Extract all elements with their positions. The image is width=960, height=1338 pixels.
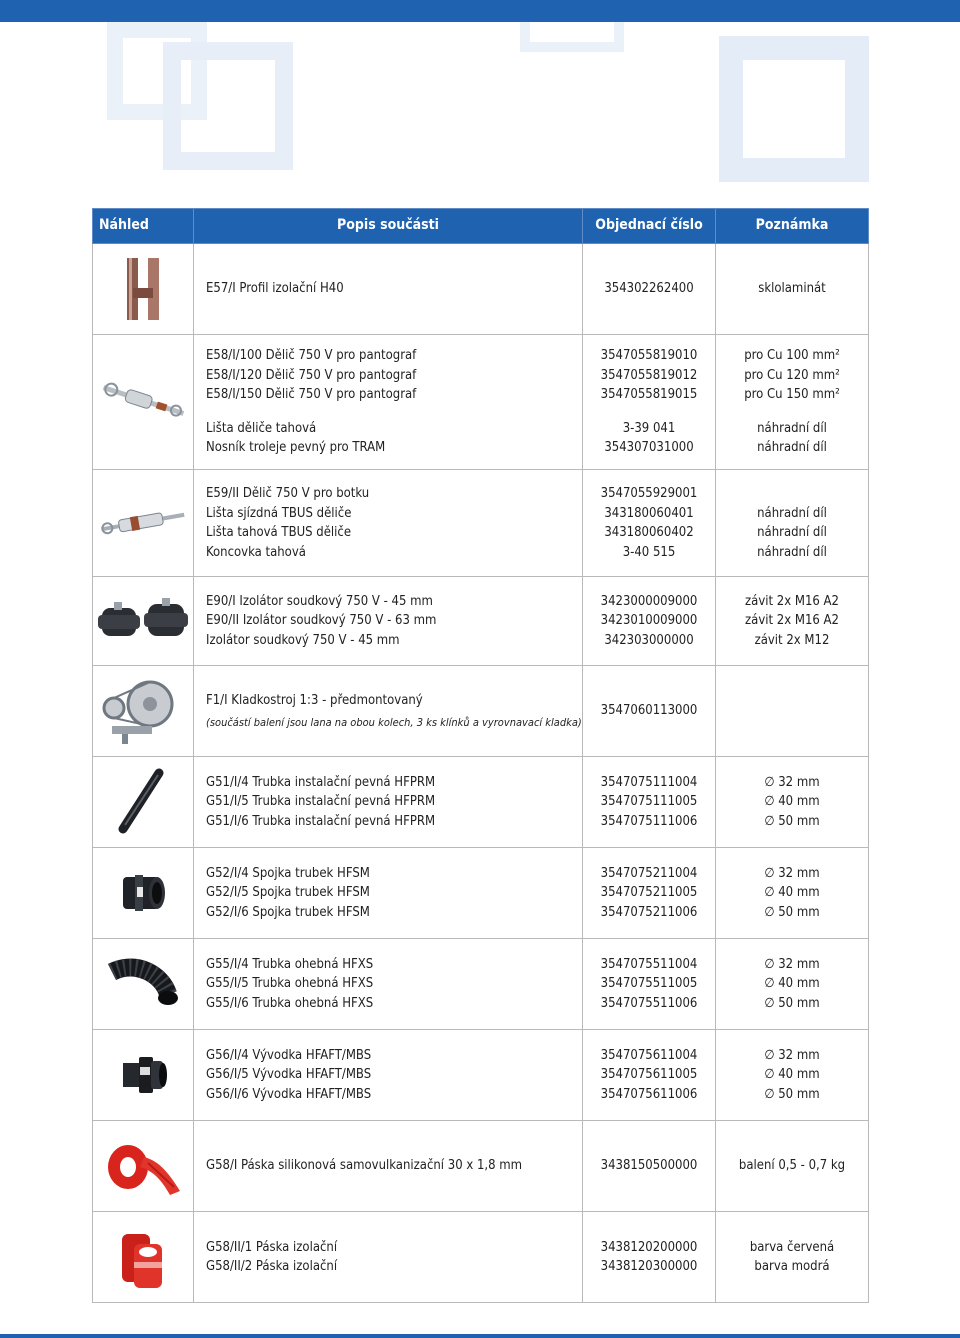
barrel-insulator-image: [96, 596, 190, 646]
header-description: Popis součásti: [194, 209, 583, 244]
note-cell: [716, 1030, 869, 1121]
bottom-brand-bar: [0, 1334, 960, 1338]
order-number: 3547075111006: [600, 813, 698, 829]
description-line: E58/I/150 Dělič 750 V pro pantograf: [206, 387, 417, 403]
preview-cell: [93, 1212, 194, 1303]
parts-table: [92, 208, 869, 1303]
description-line: G52/I/6 Spojka trubek HFSM: [206, 904, 370, 920]
description-cell: [194, 1212, 583, 1303]
note-text: ∅ 50 mm: [764, 813, 820, 829]
decorative-square: [520, 22, 624, 52]
description-cell: [194, 470, 583, 577]
decorative-square: [719, 36, 869, 182]
description-line: G51/I/4 Trubka instalační pevná HFPRM: [206, 774, 436, 790]
order-number-cell: [583, 1121, 716, 1212]
table-row: [93, 335, 869, 470]
preview-cell: [93, 335, 194, 470]
description-line: E90/II Izolátor soudkový 750 V - 63 mm: [206, 613, 437, 629]
note-text: balení 0,5 - 0,7 kg: [738, 1158, 846, 1174]
note-text: závit 2x M12: [754, 632, 830, 648]
top-brand-bar: [0, 0, 960, 22]
description-cell: [194, 757, 583, 848]
note-cell: [716, 848, 869, 939]
order-number: 3547055819010: [600, 348, 698, 364]
description-line: E58/I/100 Dělič 750 V pro pantograf: [206, 348, 417, 364]
preview-cell: [93, 1121, 194, 1212]
note-text: náhradní díl: [757, 544, 827, 560]
note-text: ∅ 40 mm: [764, 794, 820, 810]
preview-cell: [93, 470, 194, 577]
preview-cell: [93, 848, 194, 939]
insulating-tape-image: [108, 1222, 178, 1292]
note-text: pro Cu 120 mm²: [744, 367, 840, 383]
description-cell: [194, 1030, 583, 1121]
order-number-cell: [583, 1030, 716, 1121]
table-row: [93, 470, 869, 577]
order-number: 343180060402: [604, 525, 694, 540]
order-number: 3547075611005: [600, 1067, 698, 1083]
note-text: náhradní díl: [757, 440, 827, 456]
table-row: [93, 1121, 869, 1212]
order-number: 3547055929001: [600, 486, 698, 501]
order-number-cell: [583, 848, 716, 939]
order-number-cell: [583, 1212, 716, 1303]
description-line: G55/I/4 Trubka ohebná HFXS: [206, 956, 374, 972]
note-text: sklolaminát: [758, 281, 826, 297]
rigid-tube-image: [103, 767, 183, 837]
preview-cell: [93, 244, 194, 335]
note-text: náhradní díl: [757, 420, 827, 436]
note-text: ∅ 50 mm: [764, 904, 820, 920]
order-number: 3547075611004: [600, 1047, 698, 1063]
decorative-square: [163, 42, 293, 170]
order-number-cell: [583, 470, 716, 577]
preview-cell: [93, 666, 194, 757]
trolleybus-divider-image: [97, 498, 189, 548]
description-cell: [194, 335, 583, 470]
description-line: G55/I/5 Trubka ohebná HFXS: [206, 976, 374, 992]
order-number: 3547075511006: [600, 995, 698, 1011]
table-row: [93, 848, 869, 939]
order-number: 3423000009000: [600, 593, 698, 609]
note-text: pro Cu 150 mm²: [744, 387, 840, 403]
order-number-cell: [583, 335, 716, 470]
description-cell: [194, 577, 583, 666]
order-number: 3547055819012: [600, 367, 698, 383]
preview-cell: [93, 939, 194, 1030]
note-cell: [716, 1121, 869, 1212]
pulley-block-image: [98, 676, 188, 746]
note-cell: [716, 757, 869, 848]
note-text: závit 2x M16 A2: [745, 593, 839, 609]
description-line: F1/I Kladkostroj 1:3 - předmontovaný: [206, 692, 423, 708]
description-cell: [194, 848, 583, 939]
preview-cell: [93, 1030, 194, 1121]
order-number: 354302262400: [604, 281, 694, 297]
order-number: 3-40 515: [622, 544, 676, 560]
note-text: ∅ 50 mm: [764, 1086, 820, 1102]
note-text: ∅ 32 mm: [764, 956, 820, 972]
description-line: E57/I Profil izolační H40: [206, 281, 344, 297]
table-row: [93, 1212, 869, 1303]
note-text: náhradní díl: [757, 525, 827, 540]
table-row: [93, 244, 869, 335]
description-line: G52/I/5 Spojka trubek HFSM: [206, 885, 370, 901]
note-cell: [716, 1212, 869, 1303]
note-text: [716, 484, 868, 504]
pantograph-divider-image: [97, 367, 189, 437]
note-text: ∅ 50 mm: [764, 995, 820, 1011]
order-number: 3438150500000: [600, 1158, 698, 1174]
note-cell: [716, 666, 869, 757]
note-cell: [716, 470, 869, 577]
order-number: 3547075211004: [600, 865, 698, 881]
order-number: 3547075511004: [600, 956, 698, 972]
description-line: Lišta tahová TBUS děliče: [206, 525, 352, 540]
description-cell: [194, 666, 583, 757]
description-line: Nosník troleje pevný pro TRAM: [206, 440, 386, 456]
order-number: 3438120300000: [600, 1259, 698, 1274]
description-cell: [194, 939, 583, 1030]
preview-cell: [93, 577, 194, 666]
header-note: Poznámka: [716, 209, 869, 244]
description-line: G56/I/5 Vývodka HFAFT/MBS: [206, 1067, 372, 1083]
order-number: 3547060113000: [600, 703, 698, 719]
order-number: 3547075211006: [600, 904, 698, 920]
note-text: ∅ 32 mm: [764, 774, 820, 790]
description-cell: [194, 244, 583, 335]
order-number: 3423010009000: [600, 613, 698, 629]
order-number: 343180060401: [604, 505, 694, 521]
tube-coupling-image: [113, 863, 173, 923]
silicone-tape-image: [100, 1131, 186, 1201]
note-cell: [716, 335, 869, 470]
description-line: E90/I Izolátor soudkový 750 V - 45 mm: [206, 593, 433, 609]
table-row: [93, 939, 869, 1030]
order-number-cell: [583, 757, 716, 848]
order-number: 3547055819015: [600, 387, 698, 403]
description-line: G58/II/1 Páska izolační: [206, 1239, 338, 1255]
order-number: 3547075511005: [600, 976, 698, 992]
description-line: G52/I/4 Spojka trubek HFSM: [206, 865, 370, 881]
flexible-tube-image: [106, 954, 180, 1014]
note-cell: [716, 577, 869, 666]
note-text: ∅ 40 mm: [764, 885, 820, 901]
description-cell: [194, 1121, 583, 1212]
note-text: barva modrá: [754, 1259, 830, 1274]
note-text: ∅ 32 mm: [764, 1047, 820, 1063]
description-line: G51/I/5 Trubka instalační pevná HFPRM: [206, 794, 436, 810]
header-order-number: Objednací číslo: [583, 209, 716, 244]
description-line: G51/I/6 Trubka instalační pevná HFPRM: [206, 813, 436, 829]
order-number: 3547075611006: [600, 1086, 698, 1102]
description-line: Lišta děliče tahová: [206, 420, 317, 436]
preview-cell: [93, 757, 194, 848]
order-number: 3547075211005: [600, 885, 698, 901]
note-text: barva červená: [749, 1239, 835, 1255]
table-row: [93, 757, 869, 848]
order-number: 342303000000: [604, 632, 694, 648]
table-row: [93, 1030, 869, 1121]
order-number: 3438120200000: [600, 1239, 698, 1255]
description-line: E58/I/120 Dělič 750 V pro pantograf: [206, 367, 417, 383]
description-line: G56/I/4 Vývodka HFAFT/MBS: [206, 1047, 372, 1063]
description-line: G56/I/6 Vývodka HFAFT/MBS: [206, 1086, 372, 1102]
table-row: [93, 577, 869, 666]
order-number-cell: [583, 666, 716, 757]
insulating-profile-image: [103, 254, 183, 324]
description-line: Izolátor soudkový 750 V - 45 mm: [206, 632, 400, 648]
description-line: E59/II Dělič 750 V pro botku: [206, 486, 370, 501]
order-number-cell: [583, 939, 716, 1030]
order-number: 3547075111004: [600, 774, 698, 790]
order-number: 3-39 041: [622, 420, 676, 436]
description-line: G58/II/2 Páska izolační: [206, 1259, 338, 1274]
note-cell: [716, 244, 869, 335]
order-number-cell: [583, 577, 716, 666]
note-text: ∅ 40 mm: [764, 976, 820, 992]
note-text: pro Cu 100 mm²: [744, 348, 840, 364]
table-header-row: [93, 209, 869, 244]
order-number-cell: [583, 244, 716, 335]
header-preview: Náhled: [93, 209, 194, 244]
description-line: G58/I Páska silikonová samovulkanizační 30 x 1,8 mm: [206, 1158, 523, 1174]
note-cell: [716, 939, 869, 1030]
description-note: (součástí balení jsou lana na obou kolech, 3 ks klínků a vyrovnavací kladka): [206, 716, 582, 730]
note-text: ∅ 32 mm: [764, 865, 820, 881]
note-text: závit 2x M16 A2: [745, 613, 839, 629]
order-number: 3547075111005: [600, 794, 698, 810]
note-text: ∅ 40 mm: [764, 1067, 820, 1083]
description-line: Koncovka tahová: [206, 544, 306, 560]
description-line: G55/I/6 Trubka ohebná HFXS: [206, 995, 374, 1011]
description-line: Lišta sjízdná TBUS děliče: [206, 505, 352, 521]
order-number: 354307031000: [604, 440, 694, 456]
note-text: náhradní díl: [757, 505, 827, 521]
table-row: [93, 666, 869, 757]
cable-gland-image: [113, 1045, 173, 1105]
